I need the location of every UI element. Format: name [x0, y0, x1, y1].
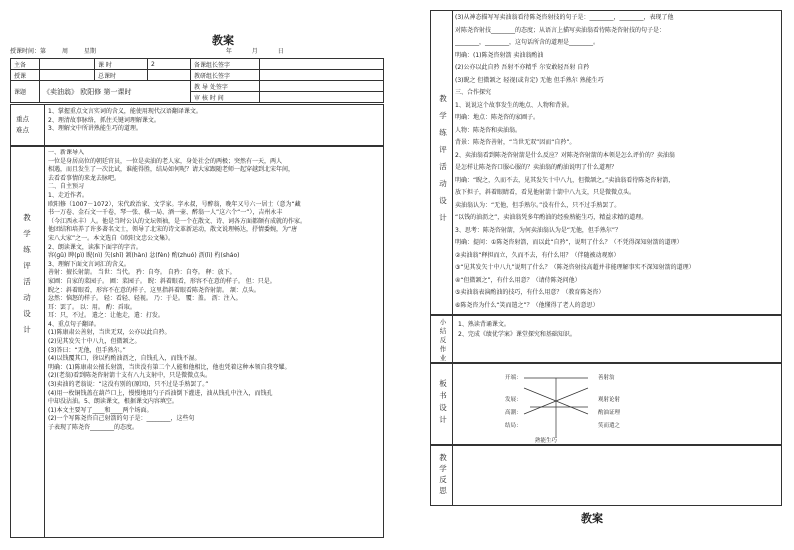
- cell-shenhe: 审 核 时 间: [191, 92, 260, 103]
- cell-keti: 课题: [11, 81, 40, 103]
- date-yue: 月: [251, 48, 258, 55]
- cell-keti-val: 《卖油翁》 欧阳修 第一课时: [40, 81, 191, 103]
- board-xiaoqian: 笑而遣之: [598, 423, 621, 429]
- board-guanshe: 观射论射: [598, 397, 621, 403]
- zhongdian-content: 1、掌握重点文言实词的含义，能使用现代汉语翻译课文。 2、理清故事脉络，抓住关键词理解课文。 3、理解文中所讲熟能生巧的道理。: [48, 108, 202, 133]
- cell-shouke: 授课: [11, 70, 40, 81]
- date-xingqi: 星期: [83, 48, 96, 55]
- cell-zhubei: 主备: [11, 59, 40, 70]
- board-shuneng: 熟能生巧: [535, 438, 558, 444]
- left-title: 教案: [212, 34, 234, 47]
- side-label-left: 教 学 练 评 活 动 设 计: [23, 213, 31, 334]
- reflection-box: [430, 445, 782, 506]
- homework-content: 1、熟读背诵课文。 2、完成《绩优学案》课堂探究和基础知识。: [458, 321, 576, 338]
- zhongdian-label: 重点 难点: [16, 115, 29, 134]
- left-body: 一、新课导入 一位是身居高位的朝廷官员，一位是卖油的老人家，身处社会的两极；突然有一天，两人 相遇，而且发生了一次比试，谁能得胜，结局如何呢？请大家跟随老师一起穿越到北宋年间， 去看看事情的来龙去脉吧。 二、自主预习 1、走近作者。 欧阳修（1007－1072），宋代政治家、文学家。字永叔，号醉翁，晚年又号六一居士（意为“藏 书一万卷、金石文一千卷，琴一张、棋一局、酒一壶、醉翁一人”这六个“一”），吉州永丰 （今江西永丰）人。他是当时公认的文坛领袖，是一个在散文、诗、词各方面都颇有成就的作家。 他团结和培养了许多著名文士，领导了北宋的诗文革新运动，散文说理畅达，抒情委婉，为“唐 宋八大家”之一。本文选自《欧阳文忠公文集》。 2、朗读课文，读准下面字的字音。 容(ɡǔ) 睥(pì) 睨(nì) 矢(shǐ) 颔(hàn) 忿(fèn) 酌(zhuó) 沥(lì) 杓(sháo) 3、理解下面文言词汇的含义。 善射：擅长射箭。 当世：当代。 矜：自夸。 自矜：自夸。 释：放下。 家圃：自家的菜园子。 圃：菜园子。 睨：斜着眼看，形容不在意的样子。 但：只是。 睨之：斜着眼看，形容不在意的样子，这里指斜着眼看陈尧咨射箭。 颔：点头。 忿然：恼怒的样子。 轻：看轻、轻视。 乃：于是。 覆：盖。 沥：注入。 耳：罢了。 以：用。 酌：舀取。 耳：只，不过。 遣之：让他走，遣：打发。 4、重点句子翻译。 (1)陈康肃公善射，当世无双，公亦以此自矜。 (2)见其发矢十中八九，但微颔之。 (3)答曰：“无他，但手熟尔。” (4)以钱覆其口，徐以杓酌油沥之，自钱孔入，而钱不湿。 明确：(1)陈康肃公擅长射箭，当世没有第二个人能和他相比，他也凭着这种本领自我夸耀。 (2)(老翁)看到陈尧咨射箭十支有八九支射中，只是微微点头。 (3)卖油的老翁说：“这没有别的(原因)，只不过是手熟罢了。” (4)用一枚铜钱盖在葫芦口上，慢慢地用勺子舀油倒下灌进，油从钱孔中注入，而钱孔 中却没沾油。5、朗读课文，根据课文内容填空。 (1)本文主要写了____和____两个场面。 (2)一个写陈尧咨自己射箭的句子是：________，这些句 子表现了陈尧咨________的态度。: [48, 149, 307, 431]
- board-gaochao: 高潮：: [505, 410, 522, 416]
- board-jieju: 结局：: [505, 423, 522, 429]
- cell-keshi-val: 2: [148, 59, 191, 70]
- header-table: [10, 58, 384, 103]
- cell-jiaoyanzu: 教研组长签字: [191, 70, 260, 81]
- right-footer-title: 教案: [581, 512, 603, 525]
- side-label-right-4: 教 学 反 思: [439, 453, 447, 495]
- date-prefix: 授课时间：第: [10, 48, 47, 55]
- side-label-right-2: 小 结 反 作 业: [439, 318, 447, 362]
- board-shanshe: 善射翁: [598, 375, 615, 381]
- board-dezhuo: 酌油证理: [598, 410, 621, 416]
- side-label-right-1: 教 学 练 评 活 动 设 计: [439, 94, 447, 222]
- board-fazhan: 发展：: [505, 397, 522, 403]
- board-lines: [520, 374, 610, 440]
- board-kaiduan: 开端：: [505, 375, 522, 381]
- date-line: [10, 48, 284, 57]
- date-nian: 年: [225, 48, 232, 55]
- cell-keshi: 课 时: [95, 59, 148, 70]
- right-body: (3)从神态描写写卖油翁看待陈尧咨射技的句子是：________，________，表现了他 对陈尧咨射技________的态度；从语言上描写卖油翁看待陈尧咨射技的句子是： ________，________，这句话所含的道理是________。 明确：(1)陈尧咨射箭 卖油翁酌油 (2)公亦以此自矜 吾射不亦精乎 尔安敢轻吾射 自矜 (3)睨之 但微颔之 轻视(或肯定) 无他 但手熟尔 熟能生巧 三、合作探究 1、说说这个故事发生的地点、人物和背景。 明确：地点：陈尧咨的家圃子。 人物：陈尧咨和卖油翁。 背景：陈尧咨善射，“当世无双”因而“自矜”。 2、卖油翁看到陈尧咨射箭是什么反应？对陈尧咨射箭的本领是怎么评价的？卖油翁 是怎样让陈尧咨口服心服的？卖油翁的酌油说明了什么道理？ 明确：“睨之，久而不去，见其发矢十中八九，但微颔之。”卖油翁看待陈尧咨射箭， 放下担子，斜着眼睛看，看见他射箭十箭中八九支，只是微微点头。 卖油翁认为：“无他，但手熟尔。”没有什么，只不过手熟罢了。 “以钱的油沥之”，卖油翁凭多年酌油的经验熟能生巧，精益求精的道理。 3、思考：陈尧咨射箭，为何卖油翁认为是“无他，但手熟尔”？ 明确：提问：①陈尧咨射箭，而以此“自矜”，说明了什么？（不凭得深知射箭的道理） ②卖油翁“释担而立，久而不去，有什么用？（伴随被动观察） ③“见其发矢十中八九”说明了什么？（陈尧咨射技高超并非能理解事实不深知射箭的道理） ④“但微颔之”，有什么用意？（请侍陈尧问他） ⑤卖油翁表演酌油的技巧，有什么用意？（教育陈尧咨） ⑥陈尧咨为什么“笑而遣之”？（他懂得了老人的意思）: [455, 14, 695, 309]
- cell-zongkeshi: 总课时: [95, 70, 148, 81]
- cell-beikezu: 备课组长签字: [191, 59, 260, 70]
- date-zhou: 周: [61, 48, 68, 55]
- date-ri: 日: [277, 48, 284, 55]
- side-label-right-3: 板 书 设 计: [439, 379, 447, 424]
- cell-jiaodao: 教 导 处签字: [191, 81, 260, 92]
